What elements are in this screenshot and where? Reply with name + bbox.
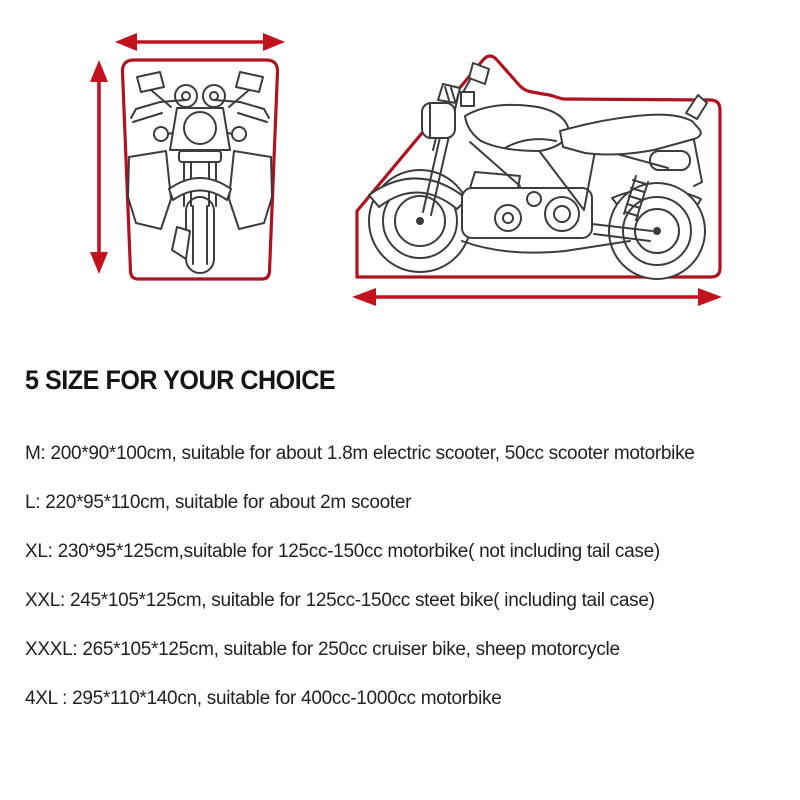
page-title: 5 SIZE FOR YOUR CHOICE [25,365,336,395]
size-option-xxxl: XXXL: 265*105*125cm, suitable for 250cc cruiser bike, sheep motorcycle [25,639,620,660]
size-option-xxl: XXL: 245*105*125cm, suitable for 125cc-150cc steet bike( including tail case) [25,590,655,611]
size-option-4xl: 4XL : 295*110*140cn, suitable for 400cc-1000cc motorbike [25,688,502,709]
cover-height-arrow-icon [90,60,108,274]
size-list [25,429,790,723]
side-view-figure [352,56,722,306]
size-option-xl: XL: 230*95*125cm,suitable for 125cc-150cc motorbike( not including tail case) [25,541,660,562]
motorcycle-front-drawing [128,72,272,273]
size-option-m: M: 200*90*100cm, suitable for about 1.8m electric scooter, 50cc scooter motorbike [25,443,695,464]
motorcycle-side-drawing [369,63,707,279]
front-view-figure [90,33,285,279]
cover-width-arrow-icon [115,33,285,51]
size-diagram [0,0,800,355]
size-option-l: L: 220*95*110cm, suitable for about 2m scooter [25,492,412,513]
cover-length-arrow-icon [352,288,722,306]
